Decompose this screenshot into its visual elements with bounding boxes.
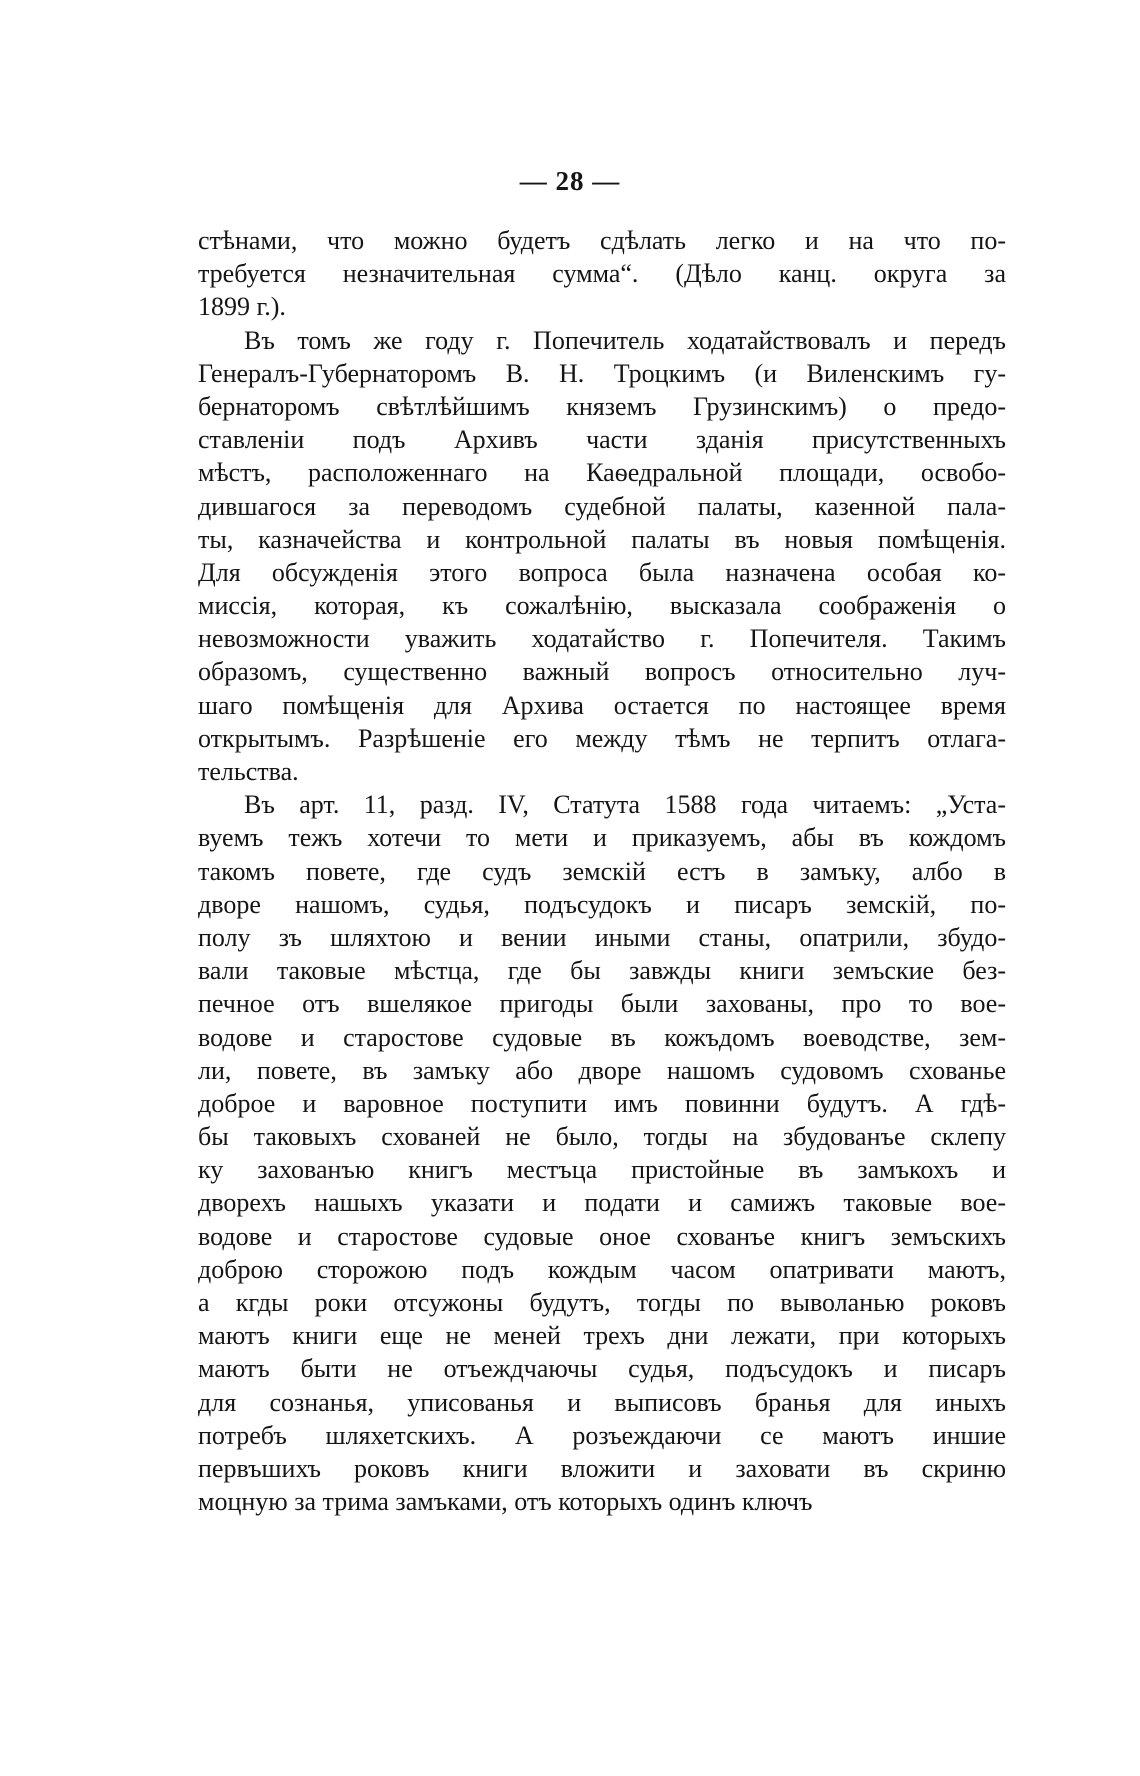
text-line: вуемъ тежъ хотечи то мети и приказуемъ, абы въ кождомъ [198,823,1006,853]
text-line: а кгды роки отсужоны будутъ, тогды по выволанью роковъ [198,1288,1006,1317]
text-line: Въ томъ же году г. Попечитель ходатайствовалъ и передъ [244,325,1006,355]
text-line: печное отъ вшелякое пригоды были захованы, про то вое- [198,989,1006,1019]
text-line: доброе и варовное поступити имъ повинни будутъ. А гдѣ- [198,1088,1006,1118]
text-line: дворе нашомъ, судья, подъсудокъ и писаръ земскій, по- [198,889,1006,919]
text-line: моцную за трима замъками, отъ которыхъ одинъ ключъ [198,1487,813,1517]
paragraph-1 [198,224,1006,324]
text-line: первъшихъ роковъ книги вложити и заховати въ скриню [198,1453,1006,1483]
text-line: Для обсужденія этого вопроса была назначена особая ко- [198,557,1006,587]
text-line: Генералъ-Губернаторомъ В. Н. Троцкимъ (и Виленскимъ гу- [198,358,1006,388]
text-line: открытымъ. Разрѣшеніе его между тѣмъ не терпитъ отлага- [198,723,1006,753]
text-line: Въ арт. 11, разд. IV, Статута 1588 года читаемъ: „Уста- [244,790,1006,820]
text-line: дившагося за переводомъ судебной палаты, казенной пала- [198,491,1006,521]
text-line: ставленіи подъ Архивъ части зданія присутственныхъ [198,425,1006,455]
text-line: миссія, которая, къ сожалѣнію, высказала соображенія о [198,591,1006,621]
text-line: потребъ шляхетскихъ. А розъеждаючи се маютъ иншие [198,1420,1006,1450]
text-line: ку захованъю книгъ местъца пристойные въ замъкохъ и [198,1155,1006,1185]
text-line: образомъ, существенно важный вопросъ относительно луч- [198,657,1006,687]
text-line: маютъ книги еще не меней трехъ дни лежати, при которыхъ [198,1321,1006,1351]
text-line: ли, повете, въ замъку або дворе нашомъ судовомъ схованье [198,1055,1006,1085]
text-line: дворехъ нашыхъ указати и подати и самижъ таковые вое- [198,1188,1006,1218]
paragraph-2 [198,324,1006,789]
text-line: маютъ быти не отъеждчаючы судья, подъсудокъ и писаръ [198,1354,1006,1384]
text-line: для сознанья, уписованья и выписовъ бранья для иныхъ [198,1387,1006,1417]
text-line: стѣнами, что можно будетъ сдѣлать легко и на что по- [198,226,1006,255]
page-number: — 28 — [519,166,621,196]
text-line: водове и старостове судовые въ кожъдомъ воеводстве, зем- [198,1022,1006,1052]
text-line: шаго помѣщенія для Архива остается по настоящее время [198,690,1006,720]
text-line: тельства. [198,757,299,786]
text-line: водове и старостове судовые оное схованъе книгъ земъскихъ [198,1221,1006,1251]
text-line: ты, казначейства и контрольной палаты въ новыя помѣщенія. [198,524,1006,554]
text-line: невозможности уважить ходатайство г. Попечителя. Такимъ [198,624,1006,654]
text-line: такомъ повете, где судъ земскій естъ в замъку, албо в [198,856,1006,886]
text-line: требуется незначительная сумма“. (Дѣло канц. округа за [198,259,1006,289]
text-line: полу зъ шляхтою и вении иными станы, опатрили, збудо- [198,922,1006,952]
text-line: вали таковые мѣстца, где бы завжды книги земъские без- [198,956,1006,986]
text-line: бы таковыхъ схованей не было, тогды на збудованъе склепу [198,1122,1006,1152]
text-line: доброю сторожою подъ кождым часом опатривати маютъ, [198,1254,1006,1284]
text-line: мѣстъ, расположеннаго на Каѳедральной площади, освобо- [198,458,1006,488]
paragraph-3 [198,788,1006,1518]
body-text [198,224,1006,1518]
text-line: 1899 г.). [198,292,286,322]
text-line: бернаторомъ свѣтлѣйшимъ княземъ Грузинскимъ) о предо- [198,391,1006,421]
